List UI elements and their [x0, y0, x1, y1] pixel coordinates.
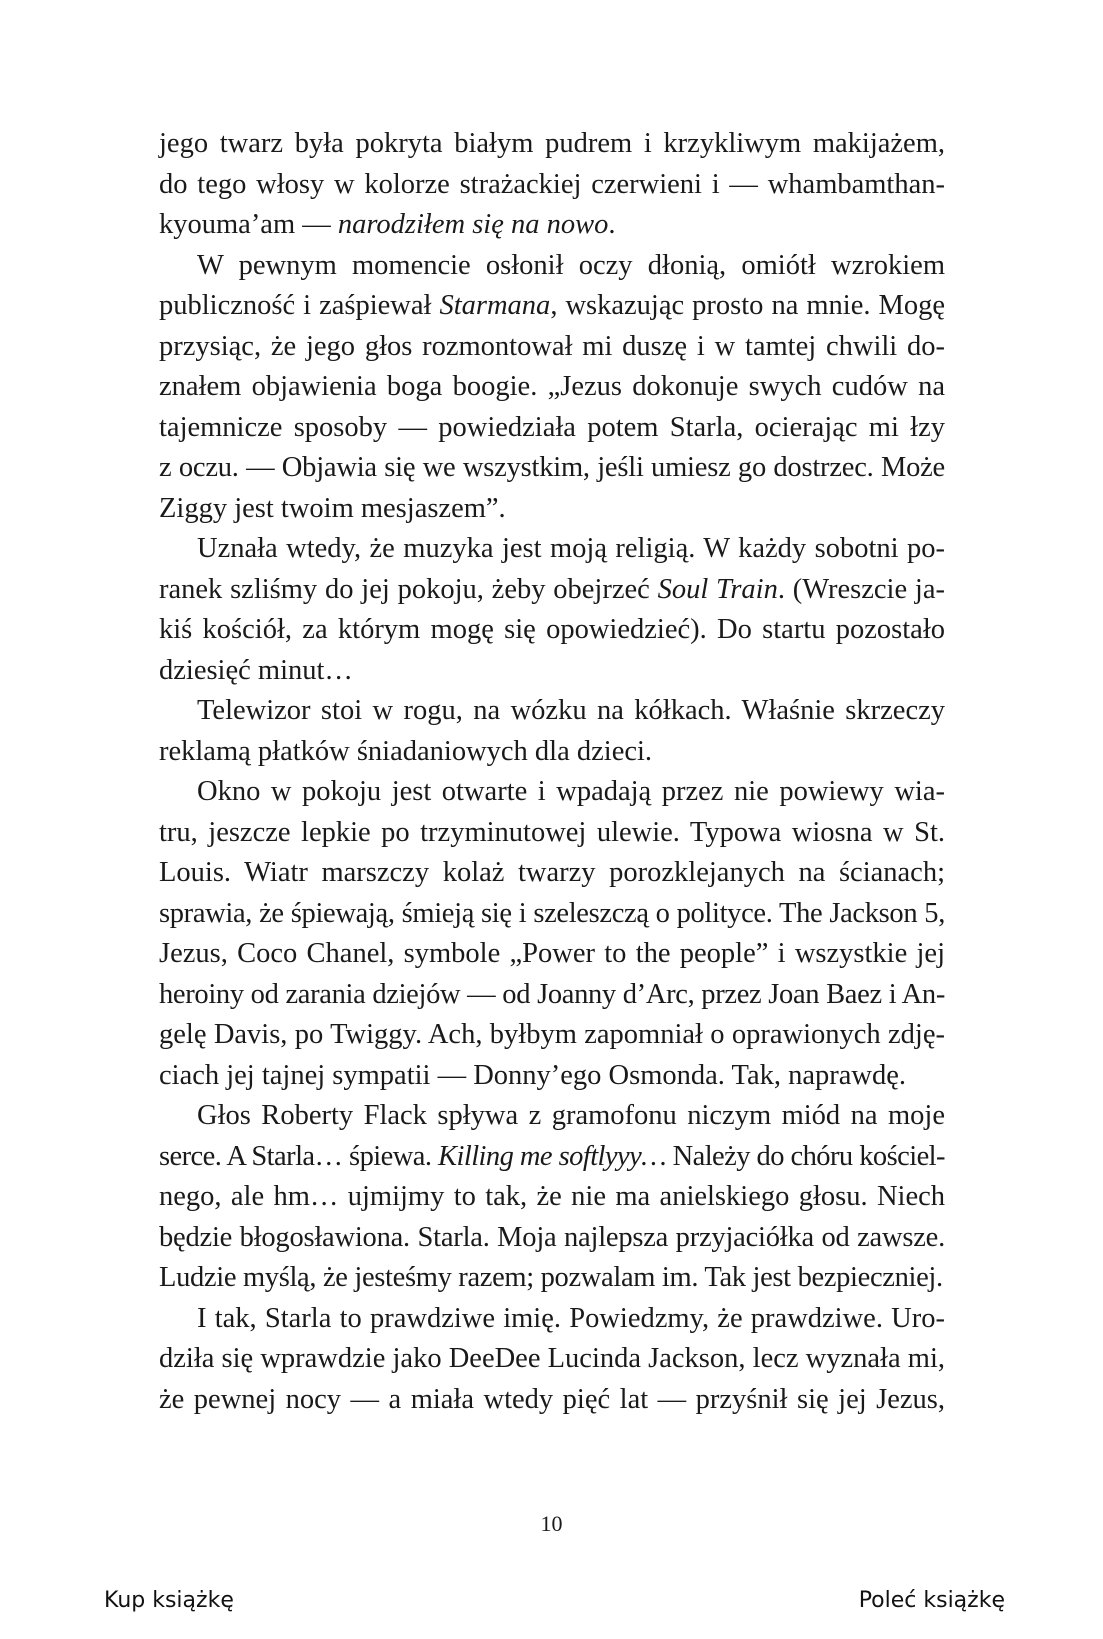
text-run: Okno w pokoju jest otwarte i wpadają przez nie powiewy wia-: [197, 776, 945, 807]
text-line: [159, 853, 945, 894]
text-run: Jezus, Coco Chanel, symbole „Power to the people” i wszystkie jej: [159, 938, 945, 969]
text-run: I tak, Starla to prawdziwe imię. Powiedzmy, że prawdziwe. Uro-: [197, 1302, 945, 1334]
text-run: reklamą płatków śniadaniowych dla dzieci.: [159, 735, 653, 767]
paragraph: [159, 246, 945, 530]
text-line: [159, 772, 945, 813]
text-line: [159, 934, 945, 975]
text-run: że pewnej nocy — a miała wtedy pięć lat — przyśnił się jej Jezus,: [159, 1383, 945, 1415]
text-run: serce. A Starla… śpiewa.: [159, 1140, 439, 1172]
paragraph: [159, 772, 945, 1096]
text-line: [159, 894, 945, 935]
text-run: , wskazując prosto na mnie. Mogę: [550, 290, 945, 321]
text-line: [159, 529, 945, 570]
paragraph: [159, 1096, 945, 1299]
text-line: [159, 1177, 945, 1218]
text-line: [159, 610, 945, 651]
text-line: [159, 1137, 945, 1178]
italic-run: narodziłem się na nowo: [337, 209, 609, 240]
text-line: [159, 408, 945, 449]
italic-run: Killing me softlyyy…: [438, 1140, 666, 1172]
text-run: W pewnym momencie osłonił oczy dłonią, omiótł wzrokiem: [197, 249, 945, 281]
text-line: [159, 732, 945, 773]
text-run: jego twarz była pokryta białym pudrem i krzykliwym makijażem,: [159, 128, 945, 159]
text-line: [159, 1096, 945, 1137]
text-run: publiczność i zaśpiewał: [159, 290, 440, 321]
text-line: [159, 1299, 945, 1340]
text-line: [159, 1339, 945, 1380]
text-run: gelę Davis, po Twiggy. Ach, byłbym zapomniał o oprawionych zdję-: [159, 1019, 945, 1050]
paragraph: [159, 124, 945, 246]
text-run: z oczu. — Objawia się we wszystkim, jeśli umiesz go dostrzec. Może: [159, 452, 945, 483]
text-run: kyouma’am —: [159, 209, 338, 240]
text-run: dziesięć minut…: [159, 654, 353, 686]
body-text: [159, 124, 945, 1420]
buy-book-link[interactable]: Kup książkę: [104, 1588, 234, 1613]
text-line: [159, 813, 945, 854]
text-line: [159, 124, 945, 165]
recommend-book-link[interactable]: Poleć książkę: [858, 1588, 1005, 1613]
text-run: Uznała wtedy, że muzyka jest moją religią. W każdy sobotni po-: [197, 533, 945, 564]
text-run: Ziggy jest twoim mesjaszem”.: [159, 492, 506, 524]
text-run: .: [608, 209, 616, 240]
text-run: Należy do chóru kościel-: [665, 1140, 945, 1172]
text-line: [159, 246, 945, 287]
text-run: . (Wreszcie ja-: [777, 573, 945, 605]
paragraph: [159, 529, 945, 691]
text-run: ciach jej tajnej sympatii — Donny’ego Osmonda. Tak, naprawdę.: [159, 1059, 906, 1091]
text-run: ranek szliśmy do jej pokoju, żeby obejrzeć: [159, 573, 658, 605]
text-line: [159, 1258, 945, 1299]
text-line: [159, 1056, 945, 1097]
text-run: będzie błogosławiona. Starla. Moja najlepsza przyjaciółka od zawsze.: [159, 1221, 945, 1253]
italic-run: Starmana: [439, 290, 551, 321]
text-run: kiś kościół, za którym mogę się opowiedzieć). Do startu pozostało: [159, 614, 945, 645]
text-line: [159, 975, 945, 1016]
text-line: [159, 367, 945, 408]
paragraph: [159, 1299, 945, 1421]
text-line: [159, 165, 945, 206]
text-line: [159, 448, 945, 489]
text-line: [159, 691, 945, 732]
paragraph: [159, 691, 945, 772]
text-run: Telewizor stoi w rogu, na wózku na kółkach. Właśnie skrzeczy: [197, 695, 945, 726]
text-run: Głos Roberty Flack spływa z gramofonu niczym miód na moje: [197, 1100, 945, 1131]
text-run: dziła się wprawdzie jako DeeDee Lucinda Jackson, lecz wyznała mi,: [159, 1343, 945, 1374]
text-line: [159, 205, 945, 246]
page-number: 10: [540, 1511, 563, 1536]
text-run: nego, ale hm… ujmijmy to tak, że nie ma anielskiego głosu. Niech: [159, 1181, 945, 1212]
text-run: heroiny od zarania dziejów — od Joanny d’Arc, przez Joan Baez i An-: [159, 978, 945, 1010]
text-run: tru, jeszcze lepkie po trzyminutowej ulewie. Typowa wiosna w St.: [159, 816, 945, 848]
text-run: do tego włosy w kolorze strażackiej czerwieni i — whambamthan-: [159, 168, 945, 200]
text-line: [159, 327, 945, 368]
text-run: sprawia, że śpiewają, śmieją się i szeleszczą o polityce. The Jackson 5,: [159, 897, 945, 929]
text-line: [159, 489, 945, 530]
text-run: znałem objawienia boga boogie. „Jezus dokonuje swych cudów na: [159, 371, 945, 402]
text-line: [159, 1218, 945, 1259]
text-line: [159, 286, 945, 327]
text-run: Louis. Wiatr marszczy kolaż twarzy porozklejanych na ścianach;: [159, 857, 945, 888]
text-line: [159, 570, 945, 611]
text-run: tajemnicze sposoby — powiedziała potem Starla, ocierając mi łzy: [159, 411, 945, 443]
italic-run: Soul Train: [657, 573, 778, 605]
text-line: [159, 651, 945, 692]
text-line: [159, 1380, 945, 1421]
text-run: przysiąc, że jego głos rozmontował mi duszę i w tamtej chwili do-: [159, 330, 945, 362]
text-run: Ludzie myślą, że jesteśmy razem; pozwalam im. Tak jest bezpieczniej.: [159, 1262, 943, 1293]
text-line: [159, 1015, 945, 1056]
